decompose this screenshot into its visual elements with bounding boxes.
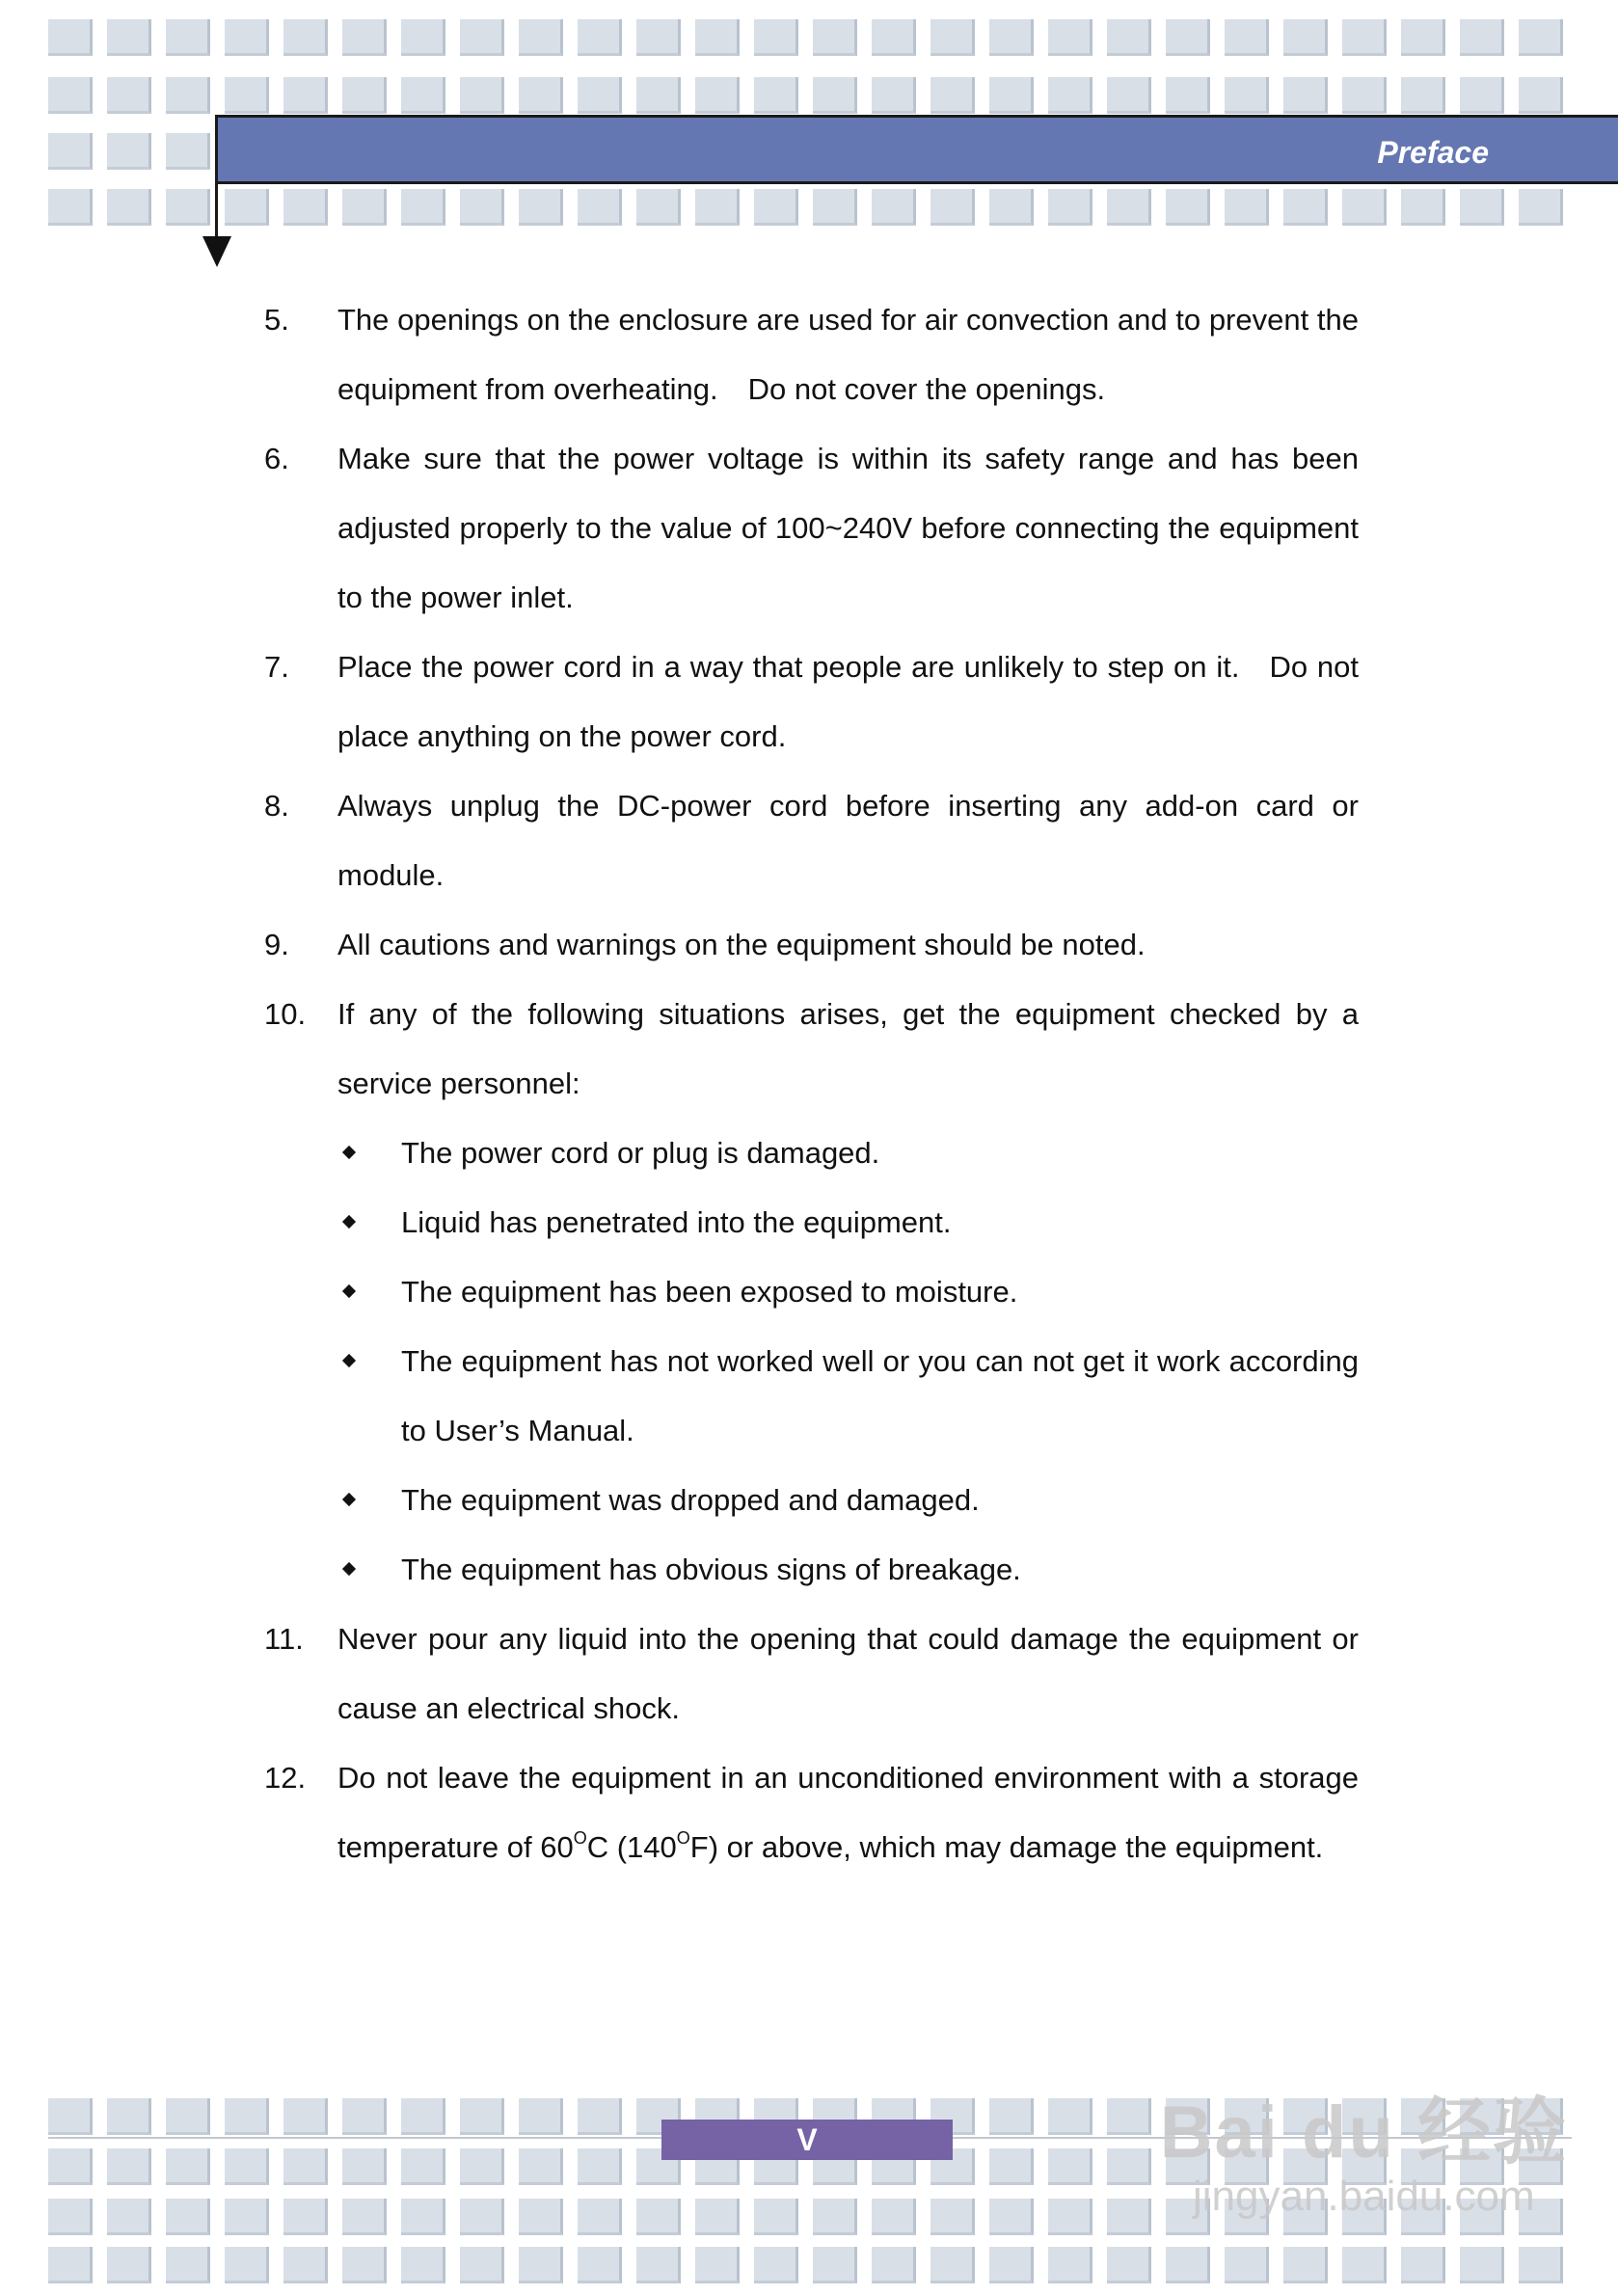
tile <box>1519 189 1563 226</box>
bullet-text: The equipment has been exposed to moisture. <box>401 1275 1018 1309</box>
item-number: 9. <box>264 928 289 961</box>
tile <box>225 2199 269 2235</box>
tile <box>813 19 857 56</box>
down-arrow-icon <box>202 236 231 267</box>
tile <box>989 19 1034 56</box>
tile <box>813 77 857 114</box>
tile <box>989 77 1034 114</box>
item-number: 7. <box>264 650 289 684</box>
tile <box>401 189 445 226</box>
list-item <box>264 285 1359 424</box>
tile <box>225 189 269 226</box>
tile <box>1048 2148 1092 2185</box>
diamond-bullet-icon <box>342 1284 356 1298</box>
list-item <box>264 980 1359 1605</box>
watermark-logo: Bai du 经验 <box>1159 2092 1568 2174</box>
degree-superscript: O <box>676 1828 690 1848</box>
tile <box>930 189 975 226</box>
list-item <box>264 633 1359 771</box>
tile <box>166 19 210 56</box>
tile <box>1048 2247 1092 2283</box>
tile <box>107 2148 151 2185</box>
tile <box>1048 2098 1092 2135</box>
tile <box>1283 77 1328 114</box>
tile <box>989 2148 1034 2185</box>
tile <box>401 77 445 114</box>
tile <box>48 2199 93 2235</box>
tile-row <box>0 2247 1618 2283</box>
tile <box>519 77 563 114</box>
tile <box>401 19 445 56</box>
tile <box>283 2148 328 2185</box>
tile <box>342 2247 387 2283</box>
tile <box>1283 2247 1328 2283</box>
tile <box>930 2199 975 2235</box>
tile <box>578 2247 622 2283</box>
degree-superscript: O <box>573 1828 587 1848</box>
tile-row <box>0 19 1618 56</box>
tile <box>519 19 563 56</box>
bullet-text: The equipment was dropped and damaged. <box>401 1483 980 1517</box>
tile <box>1519 77 1563 114</box>
tile <box>578 77 622 114</box>
item-number: 8. <box>264 789 289 823</box>
tile-row <box>0 77 1618 114</box>
tile <box>401 2098 445 2135</box>
tile <box>813 2247 857 2283</box>
item-text: The openings on the enclosure are used for air convection and to prevent the equipment from overheating. Do not cover the openings. <box>337 303 1359 406</box>
tile <box>1519 19 1563 56</box>
bullet-text: The power cord or plug is damaged. <box>401 1136 880 1170</box>
tile <box>107 133 151 170</box>
tile <box>283 2247 328 2283</box>
tile <box>107 19 151 56</box>
tile <box>1283 19 1328 56</box>
tile <box>519 2148 563 2185</box>
tile <box>695 189 740 226</box>
tile <box>1107 2247 1151 2283</box>
tile <box>401 2247 445 2283</box>
list-item <box>264 910 1359 980</box>
tile <box>342 2148 387 2185</box>
tile <box>872 189 916 226</box>
tile <box>48 77 93 114</box>
tile <box>872 2247 916 2283</box>
tile <box>519 189 563 226</box>
section-title: Preface <box>1377 135 1489 170</box>
bullet-text: The equipment has obvious signs of breakage. <box>401 1553 1021 1586</box>
tile <box>1048 189 1092 226</box>
tile <box>283 189 328 226</box>
item-text: Make sure that the power voltage is within its safety range and has been adjusted properly to the value of 100~240V before connecting the equipment to the power inlet. <box>337 442 1359 614</box>
tile <box>578 2098 622 2135</box>
tile <box>1460 77 1504 114</box>
tile <box>1225 77 1269 114</box>
tile <box>460 2247 504 2283</box>
tile-row <box>0 189 1618 226</box>
tile <box>1401 189 1445 226</box>
tile <box>342 189 387 226</box>
tile <box>166 189 210 226</box>
tile <box>578 2148 622 2185</box>
tile <box>166 2098 210 2135</box>
tile <box>1342 77 1387 114</box>
tile <box>519 2199 563 2235</box>
tile <box>48 19 93 56</box>
tile <box>460 2199 504 2235</box>
tile <box>342 2199 387 2235</box>
tile <box>48 2247 93 2283</box>
tile <box>1048 77 1092 114</box>
safety-list <box>264 285 1359 1882</box>
tile <box>1225 189 1269 226</box>
tile <box>166 2148 210 2185</box>
tile <box>107 77 151 114</box>
item-number: 5. <box>264 303 289 337</box>
tile <box>1048 2199 1092 2235</box>
tile <box>460 189 504 226</box>
tile <box>1107 19 1151 56</box>
item-text: All cautions and warnings on the equipment should be noted. <box>337 928 1146 961</box>
diamond-bullet-icon <box>342 1493 356 1506</box>
tile <box>283 2098 328 2135</box>
item-number: 12. <box>264 1761 307 1795</box>
list-item <box>264 1605 1359 1743</box>
tile <box>1342 19 1387 56</box>
tile <box>813 189 857 226</box>
tile <box>48 133 93 170</box>
tile <box>342 19 387 56</box>
header-guide-line <box>215 115 218 238</box>
tile <box>48 189 93 226</box>
watermark-url: jingyan.baidu.com <box>1192 2173 1535 2220</box>
tile <box>166 2247 210 2283</box>
tile <box>1283 189 1328 226</box>
tile <box>225 77 269 114</box>
tile <box>989 189 1034 226</box>
tile <box>48 2098 93 2135</box>
tile <box>1166 77 1210 114</box>
tile <box>1225 19 1269 56</box>
diamond-bullet-icon <box>342 1354 356 1367</box>
tile <box>1225 2247 1269 2283</box>
tile <box>695 19 740 56</box>
tile <box>989 2199 1034 2235</box>
tile <box>342 77 387 114</box>
tile <box>401 2199 445 2235</box>
tile <box>401 2148 445 2185</box>
page-number: V <box>661 2120 953 2160</box>
tile <box>636 2199 681 2235</box>
tile <box>460 2098 504 2135</box>
list-item <box>264 1743 1359 1882</box>
tile <box>1519 2247 1563 2283</box>
tile <box>107 2098 151 2135</box>
tile <box>48 2148 93 2185</box>
bullet-item <box>264 1257 1359 1327</box>
tile <box>989 2247 1034 2283</box>
tile <box>519 2247 563 2283</box>
tile <box>872 19 916 56</box>
tile <box>166 2199 210 2235</box>
tile <box>813 2199 857 2235</box>
tile <box>578 189 622 226</box>
tile <box>283 77 328 114</box>
tile <box>1460 2247 1504 2283</box>
item-number: 11. <box>264 1622 304 1656</box>
diamond-bullet-icon <box>342 1215 356 1229</box>
tile <box>1107 2199 1151 2235</box>
tile <box>872 2199 916 2235</box>
tile <box>1107 77 1151 114</box>
diamond-bullet-icon <box>342 1146 356 1159</box>
list-item <box>264 771 1359 910</box>
tile <box>872 77 916 114</box>
tile <box>225 19 269 56</box>
tile <box>930 2247 975 2283</box>
tile <box>754 19 798 56</box>
tile <box>1342 189 1387 226</box>
tile <box>1107 189 1151 226</box>
tile <box>754 77 798 114</box>
tile <box>1401 77 1445 114</box>
tile <box>1401 19 1445 56</box>
tile <box>225 2098 269 2135</box>
item-text: Place the power cord in a way that people are unlikely to step on it. Do not place anything on the power cord. <box>337 650 1359 753</box>
tile <box>754 189 798 226</box>
tile <box>1166 19 1210 56</box>
list-item <box>264 424 1359 633</box>
tile <box>166 133 210 170</box>
tile <box>1107 2148 1151 2185</box>
bullet-item <box>264 1466 1359 1535</box>
tile <box>1166 2247 1210 2283</box>
tile <box>695 77 740 114</box>
bullet-text: The equipment has not worked well or you can not get it work according to User’s Manual. <box>401 1344 1359 1447</box>
tile <box>460 19 504 56</box>
tile <box>1048 19 1092 56</box>
item-text: Do not leave the equipment in an unconditioned environment with a storage temperature of $60^OC$ $(140^OF)$ or above, which may damage the equipment. <box>337 1761 1359 1864</box>
tile <box>1342 2247 1387 2283</box>
tile <box>578 2199 622 2235</box>
header-band <box>216 115 1618 184</box>
tile <box>636 19 681 56</box>
tile <box>107 189 151 226</box>
tile <box>754 2199 798 2235</box>
tile <box>1401 2247 1445 2283</box>
tile <box>460 2148 504 2185</box>
tile <box>636 189 681 226</box>
bullet-item <box>264 1327 1359 1466</box>
tile <box>225 2247 269 2283</box>
tile <box>636 77 681 114</box>
tile <box>636 2247 681 2283</box>
tile <box>695 2247 740 2283</box>
tile <box>1166 189 1210 226</box>
tile <box>1460 189 1504 226</box>
tile <box>930 77 975 114</box>
tile <box>460 77 504 114</box>
tile <box>107 2199 151 2235</box>
bullet-item <box>264 1188 1359 1257</box>
tile <box>342 2098 387 2135</box>
item-text: Always unplug the DC-power cord before inserting any add-on card or module. <box>337 789 1359 892</box>
tile <box>695 2199 740 2235</box>
tile <box>1460 19 1504 56</box>
tile <box>578 19 622 56</box>
tile <box>1107 2098 1151 2135</box>
watermark <box>1160 2073 1568 2221</box>
item-number: 10. <box>264 997 307 1031</box>
tile <box>107 2247 151 2283</box>
tile <box>225 2148 269 2185</box>
item-text: If any of the following situations arises, get the equipment checked by a service personnel: <box>337 997 1359 1100</box>
tile <box>166 77 210 114</box>
tile <box>754 2247 798 2283</box>
item-text: Never pour any liquid into the opening that could damage the equipment or cause an electrical shock. <box>337 1622 1359 1725</box>
tile <box>519 2098 563 2135</box>
tile <box>930 19 975 56</box>
tile <box>989 2098 1034 2135</box>
tile <box>283 2199 328 2235</box>
diamond-bullet-icon <box>342 1562 356 1576</box>
bullet-item <box>264 1535 1359 1605</box>
bullet-item <box>264 1119 1359 1188</box>
tile <box>283 19 328 56</box>
bullet-text: Liquid has penetrated into the equipment. <box>401 1205 952 1239</box>
item-number: 6. <box>264 442 289 475</box>
